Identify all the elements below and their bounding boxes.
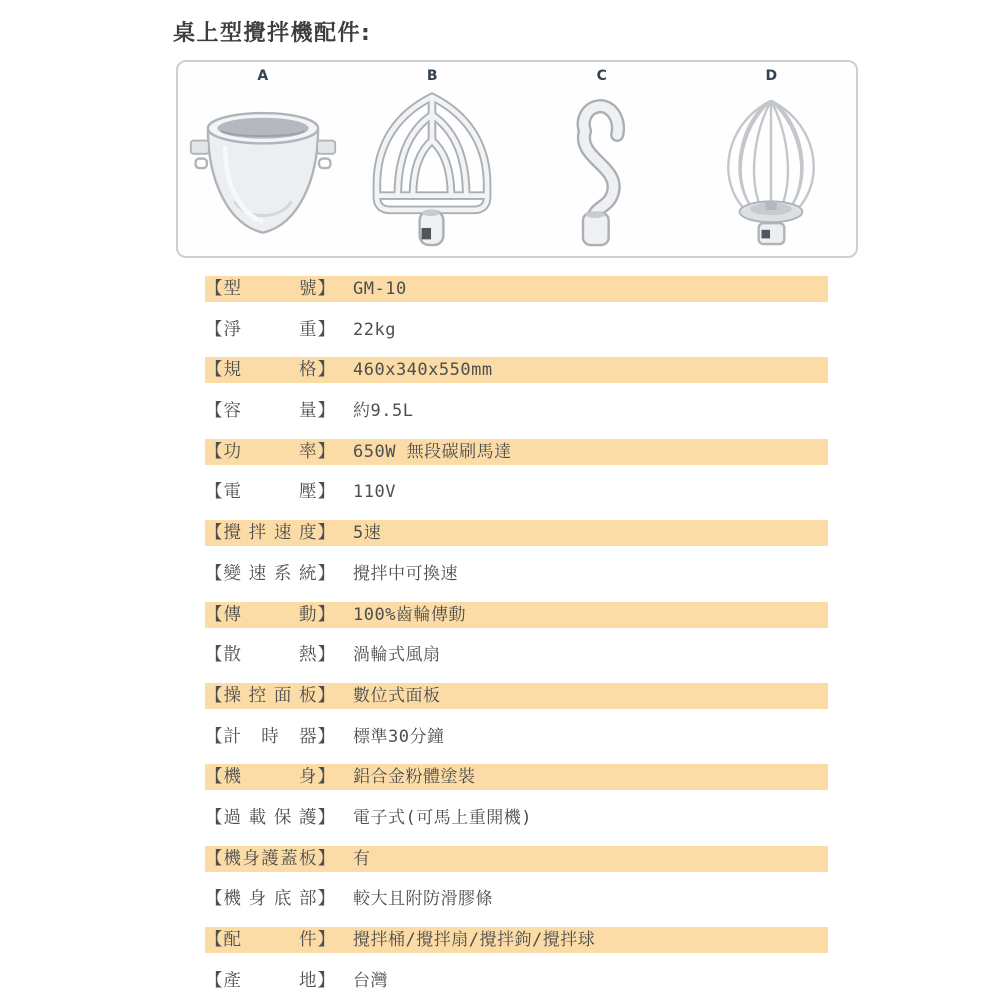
spec-value: 約9.5L — [353, 401, 414, 422]
spec-row — [205, 764, 828, 790]
accessory-label-c: C — [596, 68, 607, 84]
spec-label-open-bracket: 【 — [205, 604, 223, 625]
spec-label-close-bracket: 】 — [317, 523, 335, 544]
dough-hook-icon — [526, 87, 678, 253]
flat-beater-icon — [356, 87, 508, 253]
spec-label-char: 面 — [273, 685, 292, 706]
spec-label — [205, 602, 335, 628]
spec-label-char: 容 — [223, 401, 241, 422]
spec-label-char: 蓋 — [280, 848, 298, 869]
spec-label-open-bracket: 【 — [205, 685, 223, 706]
spec-label-char: 功 — [223, 441, 241, 462]
spec-label-char: 身 — [242, 848, 260, 869]
spec-label — [205, 479, 335, 505]
spec-label-char: 板 — [298, 685, 317, 706]
spec-value: 有 — [353, 848, 371, 869]
spec-label — [205, 276, 335, 302]
spec-label-open-bracket: 【 — [205, 970, 223, 991]
spec-label-char: 計 — [223, 726, 241, 747]
spec-row — [205, 276, 828, 302]
spec-label-close-bracket: 】 — [317, 441, 335, 462]
spec-label-open-bracket: 【 — [205, 482, 223, 503]
spec-row — [205, 683, 828, 709]
spec-label — [205, 683, 335, 709]
spec-label-char: 規 — [223, 360, 241, 381]
spec-label-open-bracket: 【 — [205, 523, 223, 544]
spec-row — [205, 561, 828, 587]
spec-label — [205, 642, 335, 668]
spec-label-char: 身 — [248, 889, 267, 910]
spec-label — [205, 886, 335, 912]
spec-label-text — [223, 561, 318, 587]
spec-label-close-bracket: 】 — [317, 279, 335, 299]
spec-label — [205, 357, 335, 383]
spec-label-open-bracket: 【 — [205, 360, 223, 381]
spec-value: 渦輪式風扇 — [353, 645, 441, 666]
spec-label-close-bracket: 】 — [317, 604, 335, 625]
spec-label-text — [223, 276, 318, 302]
spec-row — [205, 479, 828, 505]
spec-row — [205, 398, 828, 424]
spec-label-char: 底 — [273, 889, 292, 910]
spec-label-char: 載 — [248, 807, 267, 828]
spec-label-text — [223, 398, 318, 424]
spec-label-char: 速 — [248, 563, 267, 584]
spec-label-text — [223, 683, 318, 709]
spec-label-text — [223, 886, 318, 912]
spec-label-text — [223, 642, 318, 668]
spec-row — [205, 846, 828, 872]
spec-value: 台灣 — [353, 970, 388, 991]
accessory-mixing-bowl — [178, 67, 348, 256]
spec-value: 攪拌桶/攪拌扇/攪拌鉤/攪拌球 — [353, 930, 596, 950]
wire-whisk-icon — [695, 87, 847, 253]
spec-label-char: 重 — [299, 319, 317, 340]
spec-label-char: 機 — [223, 848, 241, 869]
spec-row — [205, 724, 828, 750]
spec-label-char: 護 — [261, 848, 279, 869]
spec-label-text — [223, 805, 318, 831]
spec-value: 鋁合金粉體塗裝 — [353, 767, 476, 788]
spec-label-char: 量 — [299, 401, 317, 422]
spec-label-char: 機 — [223, 767, 241, 788]
spec-label-open-bracket: 【 — [205, 848, 223, 869]
spec-label-char: 護 — [298, 807, 317, 828]
spec-label-open-bracket: 【 — [205, 807, 223, 828]
spec-label-open-bracket: 【 — [205, 930, 223, 950]
spec-value: 100%齒輪傳動 — [353, 604, 466, 625]
accessory-label-b: B — [426, 68, 438, 84]
spec-label-close-bracket: 】 — [317, 401, 335, 422]
spec-label-char: 速 — [273, 523, 292, 544]
spec-label-char: 操 — [223, 685, 241, 706]
accessory-wire-whisk — [687, 67, 857, 256]
accessories-panel — [176, 60, 858, 258]
spec-label-open-bracket: 【 — [205, 401, 223, 422]
spec-label-close-bracket: 】 — [317, 767, 335, 788]
spec-label-char: 保 — [273, 807, 292, 828]
spec-label-text — [223, 846, 318, 872]
spec-label-close-bracket: 】 — [317, 889, 335, 910]
spec-row — [205, 357, 828, 383]
spec-value: 460x340x550mm — [353, 360, 493, 381]
spec-label — [205, 439, 335, 465]
spec-label-char: 件 — [299, 930, 317, 950]
spec-label-close-bracket: 】 — [317, 930, 335, 950]
spec-row — [205, 927, 828, 953]
spec-label-close-bracket: 】 — [317, 807, 335, 828]
accessory-flat-beater — [348, 67, 518, 256]
spec-label-char: 機 — [223, 889, 241, 910]
spec-value: GM-10 — [353, 279, 407, 299]
spec-value: 標準30分鐘 — [353, 726, 445, 747]
spec-label-char: 系 — [273, 563, 292, 584]
spec-label-char: 度 — [298, 523, 317, 544]
spec-value: 攪拌中可換速 — [353, 563, 458, 584]
accessory-label-a: A — [257, 68, 269, 84]
spec-label-text — [223, 357, 318, 383]
spec-label-text — [223, 317, 318, 343]
spec-value: 110V — [353, 482, 396, 503]
spec-label — [205, 927, 335, 953]
spec-label-open-bracket: 【 — [205, 441, 223, 462]
spec-label-close-bracket: 】 — [317, 848, 335, 869]
accessory-dough-hook — [517, 67, 687, 256]
spec-label-text — [223, 764, 318, 790]
spec-label-char: 產 — [223, 970, 241, 991]
spec-label-open-bracket: 【 — [205, 726, 223, 747]
spec-value: 22kg — [353, 319, 396, 340]
spec-label-char: 電 — [223, 482, 241, 503]
spec-label-char: 傳 — [223, 604, 241, 625]
spec-label-char: 壓 — [299, 482, 317, 503]
spec-row — [205, 439, 828, 465]
mixing-bowl-icon — [187, 87, 339, 253]
spec-label-close-bracket: 】 — [317, 482, 335, 503]
spec-label-close-bracket: 】 — [317, 360, 335, 381]
spec-label — [205, 968, 335, 994]
spec-label-text — [223, 724, 318, 750]
spec-value: 數位式面板 — [353, 685, 441, 706]
spec-label-char: 板 — [299, 848, 317, 869]
spec-label-close-bracket: 】 — [317, 563, 335, 584]
spec-label-open-bracket: 【 — [205, 645, 223, 666]
spec-label — [205, 398, 335, 424]
spec-label-open-bracket: 【 — [205, 767, 223, 788]
spec-label-char: 控 — [248, 685, 267, 706]
spec-label-text — [223, 479, 318, 505]
spec-label-char: 率 — [299, 441, 317, 462]
spec-label-char: 統 — [298, 563, 317, 584]
spec-row — [205, 602, 828, 628]
spec-label-char: 時 — [261, 726, 279, 747]
spec-value: 較大且附防滑膠條 — [353, 889, 493, 910]
spec-label-char: 變 — [223, 563, 241, 584]
spec-label-char: 身 — [299, 767, 317, 788]
spec-label-close-bracket: 】 — [317, 319, 335, 340]
spec-label-char: 配 — [223, 930, 241, 950]
spec-row — [205, 317, 828, 343]
spec-row — [205, 886, 828, 912]
spec-label-char: 部 — [298, 889, 317, 910]
spec-label-char: 格 — [299, 360, 317, 381]
spec-label-text — [223, 602, 318, 628]
spec-label-close-bracket: 】 — [317, 970, 335, 991]
spec-label-char: 散 — [223, 645, 241, 666]
spec-label — [205, 561, 335, 587]
spec-label-text — [223, 439, 318, 465]
spec-label-close-bracket: 】 — [317, 726, 335, 747]
spec-value: 5速 — [353, 523, 382, 544]
spec-row — [205, 642, 828, 668]
spec-value: 650W 無段碳刷馬達 — [353, 441, 512, 462]
spec-label — [205, 846, 335, 872]
spec-label-char: 動 — [299, 604, 317, 625]
spec-label-open-bracket: 【 — [205, 563, 223, 584]
spec-label-char: 器 — [299, 726, 317, 747]
spec-label-text — [223, 927, 318, 953]
spec-label-char: 號 — [299, 279, 317, 299]
spec-value: 電子式(可馬上重開機) — [353, 807, 532, 828]
spec-label-open-bracket: 【 — [205, 319, 223, 340]
spec-label — [205, 317, 335, 343]
spec-label-char: 地 — [299, 970, 317, 991]
spec-label-char: 拌 — [248, 523, 267, 544]
spec-label-text — [223, 520, 318, 546]
spec-row — [205, 520, 828, 546]
spec-label — [205, 520, 335, 546]
spec-row — [205, 968, 828, 994]
spec-label-open-bracket: 【 — [205, 889, 223, 910]
spec-label-char: 淨 — [223, 319, 241, 340]
spec-label-open-bracket: 【 — [205, 279, 223, 299]
spec-label-text — [223, 968, 318, 994]
spec-label — [205, 805, 335, 831]
spec-table — [205, 276, 828, 1008]
spec-label-char: 攪 — [223, 523, 241, 544]
spec-label — [205, 724, 335, 750]
spec-row — [205, 805, 828, 831]
accessory-label-d: D — [765, 68, 778, 84]
spec-label-char: 過 — [223, 807, 241, 828]
spec-label-char: 熱 — [299, 645, 317, 666]
spec-label-char: 型 — [223, 279, 241, 299]
page-title: 桌上型攪拌機配件: — [173, 21, 372, 46]
spec-label-close-bracket: 】 — [317, 685, 335, 706]
spec-label-close-bracket: 】 — [317, 645, 335, 666]
spec-label — [205, 764, 335, 790]
